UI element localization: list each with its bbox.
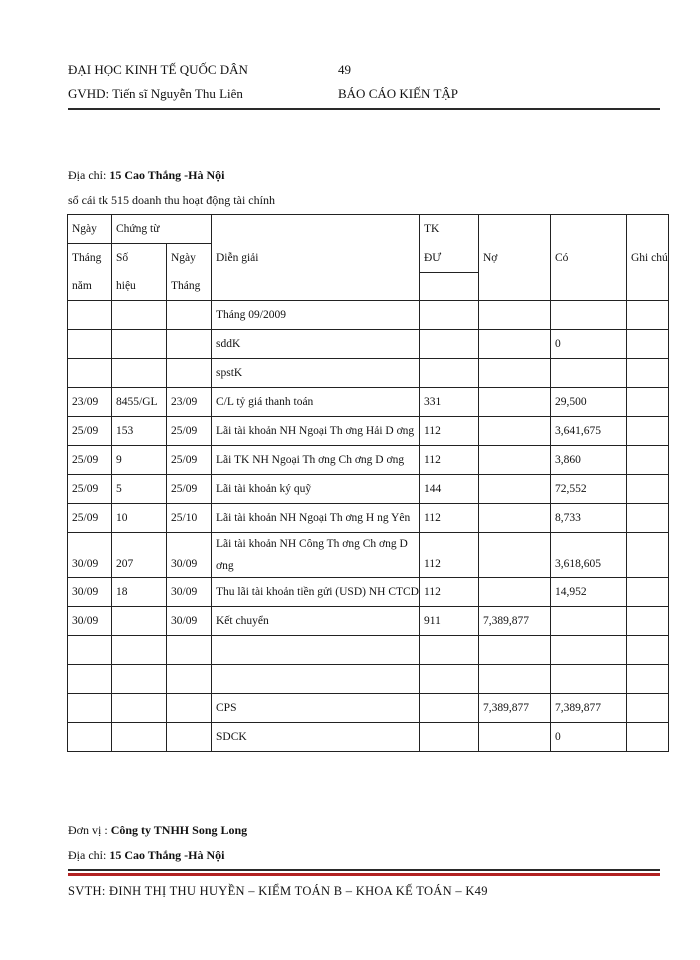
row-debit — [479, 578, 551, 607]
header-voucher-no: Số — [112, 244, 167, 273]
row-debit: 7,389,877 — [479, 694, 551, 723]
table-row — [68, 578, 669, 607]
table-row — [68, 301, 669, 330]
row-voucher-no: 5 — [112, 475, 167, 504]
footer-rule-dark — [68, 869, 660, 871]
row-note — [627, 359, 669, 388]
address-label: Địa chỉ: — [68, 168, 110, 182]
row-voucher-date: 30/09 — [167, 578, 212, 607]
table-row — [68, 417, 669, 446]
table-row — [68, 607, 669, 636]
table-row — [68, 359, 669, 388]
row-debit — [479, 446, 551, 475]
row-date: 25/09 — [68, 475, 112, 504]
row-date: 30/09 — [68, 607, 112, 636]
row-note — [627, 533, 669, 578]
row-voucher-no: 207 — [112, 533, 167, 578]
row-credit: 3,641,675 — [551, 417, 627, 446]
header-date-3: năm — [68, 272, 112, 301]
row-note — [627, 417, 669, 446]
header-debit: Nợ — [479, 215, 551, 301]
row-debit — [479, 388, 551, 417]
row-account: 331 — [420, 388, 479, 417]
row-voucher-date — [167, 359, 212, 388]
row-account: 911 — [420, 607, 479, 636]
header-voucher-date-2: Tháng — [167, 272, 212, 301]
row-debit — [479, 417, 551, 446]
header-voucher-no-2: hiệu — [112, 272, 167, 301]
row-account — [420, 694, 479, 723]
row-voucher-date — [167, 330, 212, 359]
row-description: Lãi tài khoản NH Công Th ơng Ch ơng D ơng — [212, 533, 420, 578]
row-date: 30/09 — [68, 578, 112, 607]
row-account: 144 — [420, 475, 479, 504]
row-voucher-no — [112, 694, 167, 723]
row-note — [627, 330, 669, 359]
row-voucher-no — [112, 723, 167, 752]
row-voucher-no: 18 — [112, 578, 167, 607]
table-row — [68, 665, 669, 694]
row-note — [627, 636, 669, 665]
row-description: sddK — [212, 330, 420, 359]
row-note — [627, 301, 669, 330]
row-voucher-no: 9 — [112, 446, 167, 475]
row-debit — [479, 475, 551, 504]
table-row — [68, 636, 669, 665]
table-row — [68, 330, 669, 359]
row-debit — [479, 723, 551, 752]
row-voucher-no — [112, 330, 167, 359]
address-value: 15 Cao Thắng -Hà Nội — [109, 168, 225, 182]
row-note — [627, 694, 669, 723]
address2-value: 15 Cao Thắng -Hà Nội — [109, 848, 225, 862]
page-number: 49 — [338, 62, 351, 77]
row-credit: 8,733 — [551, 504, 627, 533]
unit-value: Công ty TNHH Song Long — [110, 823, 248, 837]
header-account-blank — [420, 272, 479, 301]
row-date — [68, 694, 112, 723]
row-account — [420, 330, 479, 359]
row-account — [420, 359, 479, 388]
row-voucher-date: 23/09 — [167, 388, 212, 417]
row-description: Lãi TK NH Ngoại Th ơng Ch ơng D ơng — [212, 446, 420, 475]
row-note — [627, 578, 669, 607]
row-credit: 72,552 — [551, 475, 627, 504]
row-description: Tháng 09/2009 — [212, 301, 420, 330]
row-note — [627, 723, 669, 752]
row-account — [420, 723, 479, 752]
row-debit — [479, 636, 551, 665]
row-description: C/L tỷ giá thanh toán — [212, 388, 420, 417]
unit-line — [68, 823, 247, 838]
row-credit — [551, 359, 627, 388]
row-note — [627, 446, 669, 475]
row-credit: 7,389,877 — [551, 694, 627, 723]
row-voucher-no — [112, 301, 167, 330]
row-voucher-no — [112, 636, 167, 665]
row-credit — [551, 607, 627, 636]
row-voucher-no — [112, 665, 167, 694]
table-row — [68, 446, 669, 475]
row-credit: 14,952 — [551, 578, 627, 607]
header-rule — [68, 108, 660, 110]
report-title: BÁO CÁO KIẾN TẬP — [338, 86, 459, 101]
row-voucher-no: 8455/GL — [112, 388, 167, 417]
table-row — [68, 533, 669, 578]
header-voucher: Chứng từ — [112, 215, 212, 244]
row-description: CPS — [212, 694, 420, 723]
row-voucher-date: 30/09 — [167, 533, 212, 578]
row-note — [627, 388, 669, 417]
row-date — [68, 330, 112, 359]
ledger-title: sổ cái tk 515 doanh thu hoạt động tài chính — [68, 193, 275, 207]
ledger-table — [67, 214, 669, 752]
row-date: 23/09 — [68, 388, 112, 417]
row-credit — [551, 636, 627, 665]
row-voucher-date: 30/09 — [167, 607, 212, 636]
row-description: Lãi tài khoản NH Ngoại Th ơng Hải D ơng — [212, 417, 420, 446]
row-credit — [551, 301, 627, 330]
unit-label: Đơn vị : — [68, 823, 111, 837]
row-voucher-date: 25/09 — [167, 475, 212, 504]
row-date — [68, 301, 112, 330]
row-credit: 3,860 — [551, 446, 627, 475]
row-credit: 29,500 — [551, 388, 627, 417]
row-account: 112 — [420, 446, 479, 475]
row-note — [627, 665, 669, 694]
row-description: Thu lãi tài khoản tiền gửi (USD) NH CTCD — [212, 578, 420, 607]
address-line — [68, 168, 224, 183]
advisor-name: GVHD: Tiến sĩ Nguyễn Thu Liên — [68, 86, 243, 101]
row-description: Lãi tài khoản ký quỹ — [212, 475, 420, 504]
table-row — [68, 388, 669, 417]
row-account — [420, 301, 479, 330]
row-date: 25/09 — [68, 417, 112, 446]
row-date — [68, 665, 112, 694]
header-account-2: ĐƯ — [420, 244, 479, 273]
row-account: 112 — [420, 504, 479, 533]
table-row — [68, 723, 669, 752]
row-date: 25/09 — [68, 504, 112, 533]
row-voucher-date — [167, 665, 212, 694]
row-note — [627, 475, 669, 504]
table-row — [68, 475, 669, 504]
footer-text: SVTH: ĐINH THỊ THU HUYỀN – KIỂM TOÁN B – KHOA KẾ TOÁN – K49 — [68, 884, 488, 898]
row-account: 112 — [420, 417, 479, 446]
row-voucher-date — [167, 301, 212, 330]
row-account: 112 — [420, 533, 479, 578]
header-voucher-date: Ngày — [167, 244, 212, 273]
row-credit — [551, 665, 627, 694]
table-row — [68, 504, 669, 533]
row-credit: 3,618,605 — [551, 533, 627, 578]
row-date — [68, 723, 112, 752]
header-date: Ngày — [68, 215, 112, 244]
row-date: 25/09 — [68, 446, 112, 475]
row-voucher-date — [167, 636, 212, 665]
footer-rule-red — [68, 873, 660, 876]
address2-line — [68, 848, 224, 863]
row-voucher-no — [112, 607, 167, 636]
row-description — [212, 665, 420, 694]
row-credit: 0 — [551, 330, 627, 359]
row-debit — [479, 359, 551, 388]
row-voucher-date: 25/09 — [167, 446, 212, 475]
row-debit — [479, 533, 551, 578]
row-description: spstK — [212, 359, 420, 388]
row-description: Kết chuyển — [212, 607, 420, 636]
header-note: Ghi chú — [627, 215, 669, 301]
header-date-2: Tháng — [68, 244, 112, 273]
row-note — [627, 504, 669, 533]
row-date: 30/09 — [68, 533, 112, 578]
row-voucher-date: 25/09 — [167, 417, 212, 446]
row-description — [212, 636, 420, 665]
row-debit — [479, 330, 551, 359]
row-voucher-no: 10 — [112, 504, 167, 533]
row-description: Lãi tài khoản NH Ngoại Th ơng H ng Yên — [212, 504, 420, 533]
row-date — [68, 636, 112, 665]
row-voucher-date — [167, 694, 212, 723]
row-debit — [479, 504, 551, 533]
row-voucher-date: 25/10 — [167, 504, 212, 533]
row-date — [68, 359, 112, 388]
university-name: ĐẠI HỌC KINH TẾ QUỐC DÂN — [68, 62, 248, 77]
header-description: Diễn giải — [212, 215, 420, 301]
row-credit: 0 — [551, 723, 627, 752]
row-description: SDCK — [212, 723, 420, 752]
row-account — [420, 665, 479, 694]
row-note — [627, 607, 669, 636]
ledger-body — [68, 301, 669, 752]
row-debit — [479, 301, 551, 330]
row-debit: 7,389,877 — [479, 607, 551, 636]
row-voucher-date — [167, 723, 212, 752]
row-account: 112 — [420, 578, 479, 607]
row-voucher-no: 153 — [112, 417, 167, 446]
header-account-1: TK — [420, 215, 479, 244]
address2-label: Địa chỉ: — [68, 848, 110, 862]
header-credit: Có — [551, 215, 627, 301]
row-debit — [479, 665, 551, 694]
row-account — [420, 636, 479, 665]
row-voucher-no — [112, 359, 167, 388]
table-row — [68, 694, 669, 723]
